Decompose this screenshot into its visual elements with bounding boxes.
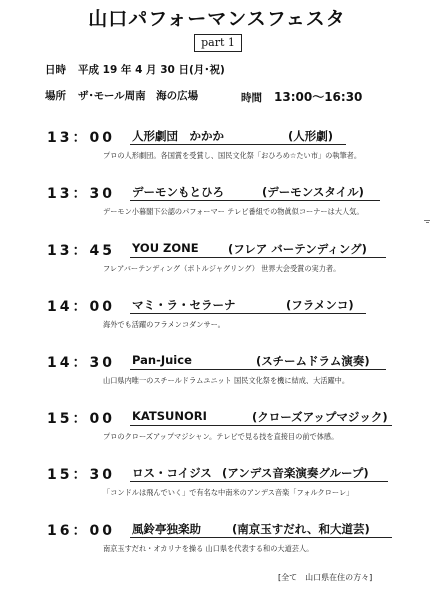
schedule-entry xyxy=(0,296,434,352)
entry-time: 15：30 xyxy=(47,467,115,483)
entry-underline xyxy=(130,369,386,370)
place-value: ザ･モール周南 海の広場 xyxy=(78,90,199,102)
entry-underline xyxy=(130,425,392,426)
place-line xyxy=(45,88,198,103)
entry-time: 14：00 xyxy=(47,299,115,315)
entry-underline xyxy=(130,144,346,145)
entry-underline xyxy=(130,481,388,482)
footer-note: [全て 山口県在住の方々] xyxy=(278,573,373,582)
date-line xyxy=(45,62,225,77)
scan-mark xyxy=(424,220,430,221)
schedule-entry xyxy=(0,408,434,464)
schedule-entry xyxy=(0,352,434,408)
entry-description: プロの人形劇団。各国賞を受賞し、国民文化祭「おひろめ☆たい市」の執筆者。 xyxy=(103,151,362,160)
place-label: 場所 xyxy=(45,90,66,102)
page-title: 山口パフォーマンスフェスタ xyxy=(88,8,346,30)
entry-performer: 風鈴亭独楽助 xyxy=(132,522,201,536)
entry-time: 13：45 xyxy=(47,243,115,259)
schedule-entry xyxy=(0,183,434,239)
schedule-entry xyxy=(0,520,434,576)
entry-performer: 人形劇団 かかか xyxy=(132,129,224,143)
scan-mark xyxy=(426,222,429,223)
entry-genre: (フレア バーテンディング) xyxy=(228,242,367,256)
schedule-entry xyxy=(0,464,434,520)
entry-description: デーモン小暮閣下公認のパフォーマー テレビ番組での物眞似コーナーは大人気。 xyxy=(103,207,364,216)
entry-description: 「コンドルは飛んでいく」で有名な中南米のアンデス音楽「フォルクローレ」 xyxy=(103,488,354,497)
entry-underline xyxy=(130,257,386,258)
entry-underline xyxy=(130,200,380,201)
entry-time: 13：00 xyxy=(47,130,115,146)
entry-genre: (フラメンコ) xyxy=(286,298,354,312)
entry-description: 山口県内唯一のスチールドラムユニット 国民文化祭を機に結成、大活躍中。 xyxy=(103,376,350,385)
entry-performer: YOU ZONE xyxy=(132,241,199,255)
time-label: 時間 xyxy=(241,92,262,104)
time-line xyxy=(241,88,362,105)
entry-description: フレアバーテンディング（ボトルジャグリング） 世界大会受賞の実力者。 xyxy=(103,264,341,273)
entry-performer: ロス・コイジス xyxy=(132,466,212,480)
entry-genre: (南京玉すだれ、和大道芸) xyxy=(232,522,370,536)
date-label: 日時 xyxy=(45,64,66,76)
entry-underline xyxy=(130,313,366,314)
entry-underline xyxy=(130,537,392,538)
entry-genre: (人形劇) xyxy=(288,129,334,143)
date-value: 平成 19 年 4 月 30 日(月･祝) xyxy=(78,64,225,76)
time-value: 13:00〜16:30 xyxy=(274,90,363,104)
entry-time: 13：30 xyxy=(47,186,115,202)
entry-description: 南京玉すだれ・オカリナを操る 山口県を代表する和の大道芸人。 xyxy=(103,544,314,553)
schedule-entry xyxy=(0,240,434,296)
entry-time: 15：00 xyxy=(47,411,115,427)
entry-description: プロのクローズアップマジシャン。テレビで見る技を直接目の前で体感。 xyxy=(103,432,339,441)
entry-performer: Pan-Juice xyxy=(132,353,192,367)
entry-genre: (クローズアップマジック) xyxy=(252,410,388,424)
entry-performer: KATSUNORI xyxy=(132,409,207,423)
entry-description: 海外でも活躍のフラメンコダンサー。 xyxy=(103,320,225,329)
entry-genre: (デーモンスタイル) xyxy=(262,185,364,199)
entry-time: 14：30 xyxy=(47,355,115,371)
entry-genre: (アンデス音楽演奏グループ) xyxy=(222,466,369,480)
entry-genre: (スチームドラム演奏) xyxy=(256,354,370,368)
entry-performer: マミ・ラ・セラーナ xyxy=(132,298,236,312)
part-badge: part 1 xyxy=(194,34,242,52)
schedule-entry xyxy=(0,127,434,183)
entry-time: 16：00 xyxy=(47,523,115,539)
entry-performer: デーモンもとひろ xyxy=(132,185,224,199)
